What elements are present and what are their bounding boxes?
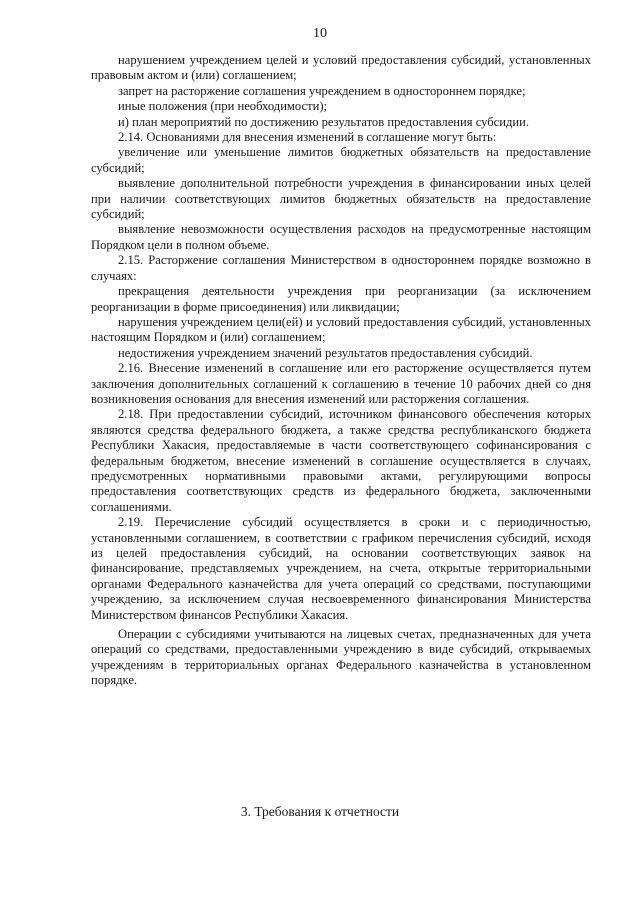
paragraph: запрет на расторжение соглашения учреждением в одностороннем порядке; <box>118 83 526 98</box>
paragraph: выявление невозможности осуществления расходов на предусмотренные настоящим Порядком цели в полном объеме. <box>91 222 591 252</box>
paragraph: и) план мероприятий по достижению результатов предоставления субсидии. <box>118 114 530 129</box>
paragraph: 2.18. При предоставлении субсидий, источником финансового обеспечения которых являются средства федерального бюджета, а также средства республиканского бюджета Республики Хакасия, предоставляемые в части соответствующего софинансирования с федеральным бюджетом, внесение изменений в соглашение осуществляется в случаях, предусмотренных нормативными правовыми актами, регулирующими вопросы предоставления соответствующих средств из федерального бюджета, заключенными соглашениями. <box>91 407 591 514</box>
page-number: 10 <box>313 26 327 41</box>
paragraph: 2.16. Внесение изменений в соглашение или его расторжение осуществляется путем заключения дополнительных соглашений к соглашению в течение 10 рабочих дней со дня возникновения основания для внесения изменений или расторжения соглашения. <box>91 361 591 406</box>
paragraph: иные положения (при необходимости); <box>118 99 328 114</box>
paragraph: нарушением учреждением целей и условий предоставления субсидий, установленных правовым актом и (или) соглашением; <box>91 53 591 83</box>
paragraph: выявление дополнительной потребности учреждения в финансировании иных целей при наличии соответствующих лимитов бюджетных обязательств на предоставление субсидий; <box>91 176 591 222</box>
paragraph: Операции с субсидиями учитываются на лицевых счетах, предназначенных для учета операций со средствами, предоставленными учреждению в виде субсидий, открываемых учреждениям в территориальных органах Федерального казначейства в установленном порядке. <box>91 627 591 688</box>
paragraph: нарушения учреждением цели(ей) и условий предоставления субсидий, установленных настоящим Порядком и (или) соглашением; <box>91 314 591 345</box>
paragraph: прекращения деятельности учреждения при реорганизации (за исключением реорганизации в форме присоединения) или ликвидации; <box>91 284 591 314</box>
section-heading: 3. Требования к отчетности <box>240 804 400 819</box>
document-body <box>91 53 591 689</box>
paragraph: 2.15. Расторжение соглашения Министерством в одностороннем порядке возможно в случаях: <box>91 253 591 283</box>
paragraph: увеличение или уменьшение лимитов бюджетных обязательств на предоставление субсидий; <box>91 145 591 175</box>
paragraph: 2.19. Перечисление субсидий осуществляется в сроки и с периодичностью, установленными соглашением, в соответствии с графиком перечисления субсидий, исходя из целей предоставления субсидий, на основании соответствующих заявок на финансирование, представляемых учреждением, на счета, открытые территориальными органами Федерального казначейства для учета операций со средствами, поступающими учреждению, за исключением случая несвоевременного финансирования Министерства Министерством финансов Республики Хакасия. <box>91 515 591 622</box>
paragraph: 2.14. Основаниями для внесения изменений в соглашение могут быть: <box>118 130 497 145</box>
paragraph: недостижения учреждением значений результатов предоставления субсидий. <box>118 345 533 360</box>
